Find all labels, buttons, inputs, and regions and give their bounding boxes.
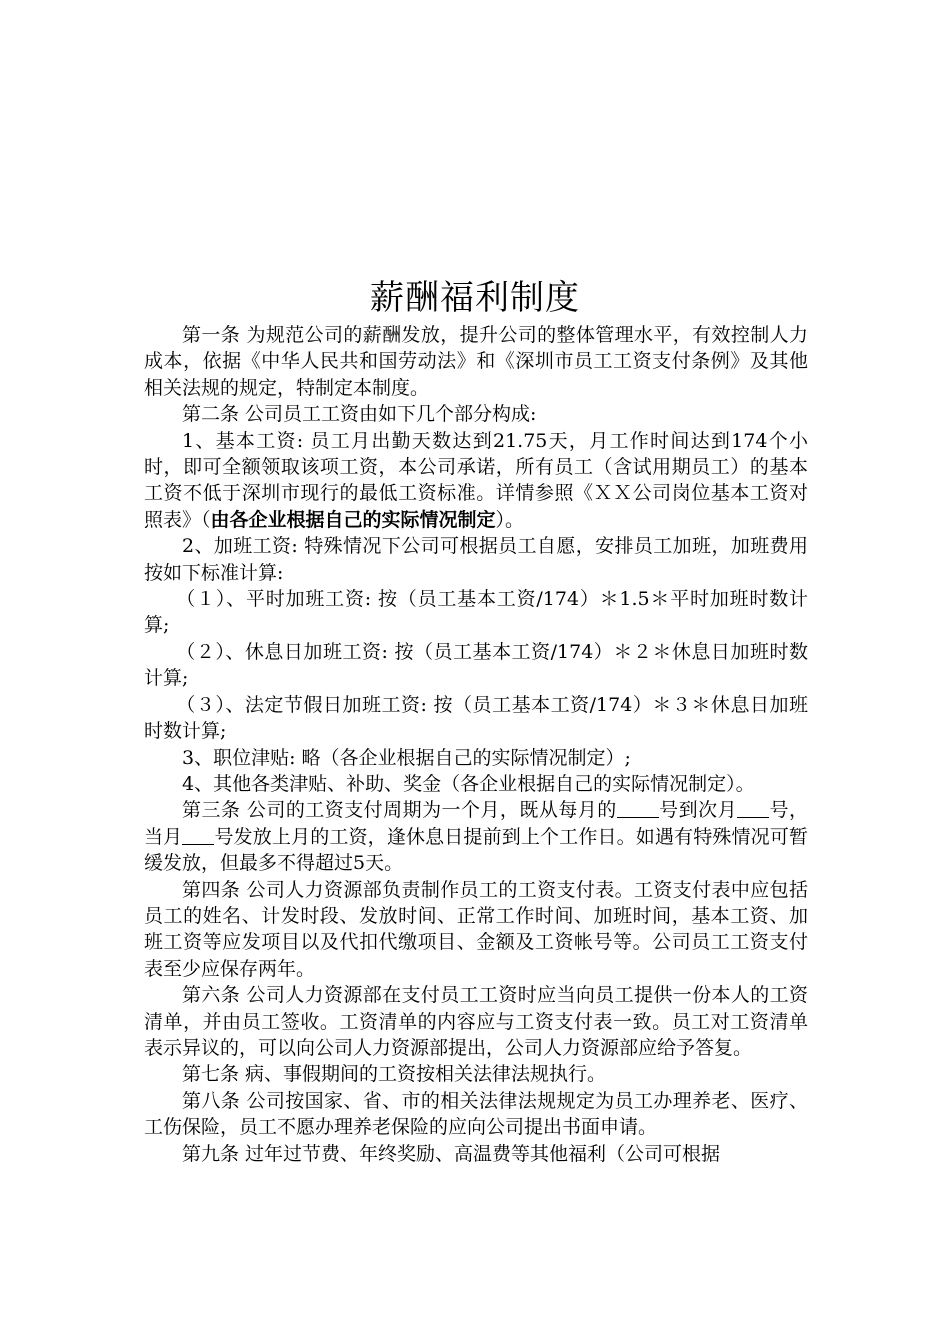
pay-date-blank — [182, 826, 214, 845]
item-basic-salary-text: 1、基本工资: 员工月出勤天数达到21.75天，月工作时间达到174个小时，即可全额领取该项工资，本公司承诺，所有员工（含试用期员工）的基本工资不低于深圳市现行的最低工资标准。详情参照《ＸＸ公司岗位基本工资对照表》（ — [144, 429, 808, 531]
item-overtime-holiday: （３）、法定节假日加班工资: 按（员工基本工资/174）＊３＊休息日加班时数计算; — [144, 693, 808, 743]
document-body — [144, 322, 808, 1167]
item-overtime-pay: 2、加班工资: 特殊情况下公司可根据员工自愿，安排员工加班，加班费用按如下标准计算: — [144, 535, 808, 584]
article-6: 第六条 公司人力资源部在支付员工工资时应当向员工提供一份本人的工资清单，并由员工签收。工资清单的内容应与工资支付表一致。员工对工资清单表示异议的，可以向公司人力资源部提出，公司人力资源部应给予答复。 — [144, 984, 808, 1059]
item-overtime-restday: （２）、休息日加班工资: 按（员工基本工资/174）＊２＊休息日加班时数计算; — [144, 640, 808, 690]
item-other-allowance: 4、其他各类津贴、补助、奖金（各企业根据自己的实际情况制定）。 — [182, 772, 755, 795]
item-basic-salary — [144, 428, 808, 534]
article-9: 第九条 过年过节费、年终奖励、高温费等其他福利（公司可根据 — [182, 1142, 721, 1165]
article-3-part-a: 第三条 公司的工资支付周期为一个月，既从每月的 — [182, 799, 617, 822]
item-position-allowance: 3、职位津贴: 略（各企业根据自己的实际情况制定）; — [182, 746, 631, 769]
article-2: 第二条 公司员工工资由如下几个部分构成: — [182, 403, 537, 426]
pay-end-day-blank — [737, 799, 769, 818]
article-3 — [144, 797, 808, 876]
item-basic-salary-note: 由各企业根据自己的实际情况制定 — [210, 508, 496, 531]
item-overtime-weekday: （１）、平时加班工资: 按（员工基本工资/174）＊1.5＊平时加班时数计算; — [144, 588, 808, 637]
article-3-part-d: 号发放上月的工资，逢休息日提前到上个工作日。如遇有特殊情况可暂缓发放，但最多不得超过5天。 — [144, 825, 808, 875]
pay-start-day-blank — [617, 799, 659, 818]
item-basic-salary-end: ）。 — [495, 508, 525, 531]
article-7: 第七条 病、事假期间的工资按相关法律法规执行。 — [182, 1063, 607, 1086]
article-3-part-b: 号到次月 — [658, 799, 738, 822]
document-title: 薪酬福利制度 — [370, 278, 580, 318]
article-4: 第四条 公司人力资源部负责制作员工的工资支付表。工资支付表中应包括员工的姓名、计发时段、发放时间、正常工作时间、加班时间，基本工资、加班工资等应发项目以及代扣代缴项目、金额及工资帐号等。公司员工工资支付表至少应保存两年。 — [144, 878, 808, 980]
article-3-part-c: 号，当月 — [144, 799, 808, 848]
article-8: 第八条 公司按国家、省、市的相关法律法规规定为员工办理养老、医疗、工伤保险，员工不愿办理养老保险的应向公司提出书面申请。 — [144, 1089, 808, 1139]
article-1: 第一条 为规范公司的薪酬发放，提升公司的整体管理水平，有效控制人力成本，依据《中华人民共和国劳动法》和《深圳市员工工资支付条例》及其他相关法规的规定，特制定本制度。 — [144, 324, 808, 399]
